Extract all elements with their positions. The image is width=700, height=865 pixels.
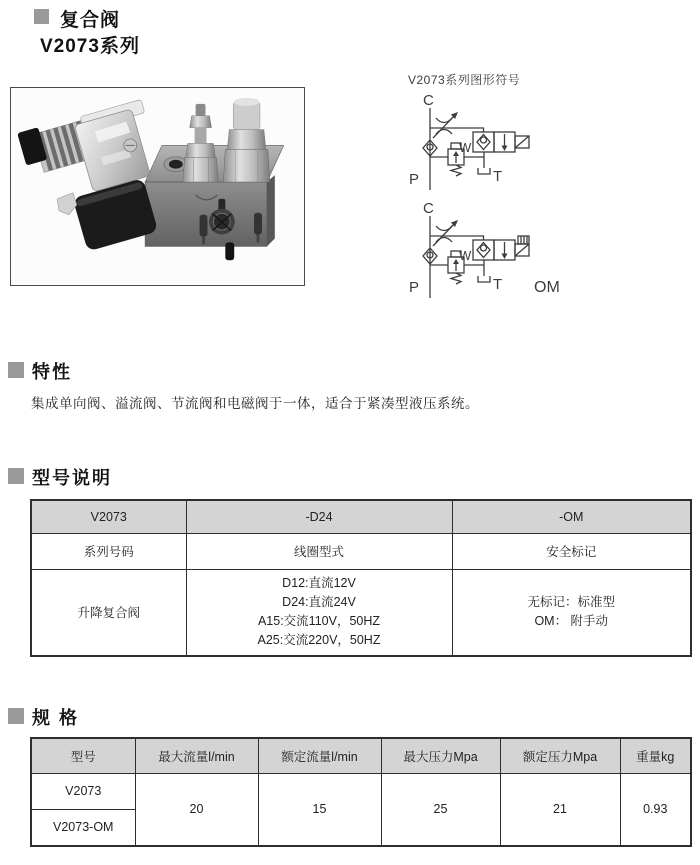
model-designation-table [30, 499, 692, 657]
diagram2-port-t-label: T [493, 276, 503, 293]
hydraulic-diagram-om [406, 198, 576, 310]
manual-override-symbol [518, 236, 529, 244]
diagram2-om-label: OM [534, 279, 560, 296]
diagram1-port-t-label: T [493, 168, 503, 185]
product-photo-illustration [11, 88, 304, 285]
safety-option: 无标记：标准型 [527, 595, 615, 610]
rated-flow-value: 15 [258, 773, 381, 846]
front-pin-left [200, 215, 208, 237]
table-row [31, 773, 691, 809]
section-marker [8, 708, 24, 724]
table-row [31, 533, 691, 569]
table-row [31, 500, 691, 533]
col-rated-pressure: 额定压力Mpa [500, 738, 620, 773]
table-row [31, 569, 691, 656]
col-max-flow: 最大流量l/min [135, 738, 258, 773]
diagram1-port-w-label: W [459, 140, 472, 155]
features-body: 集成单向阀、溢流阀、节流阀和电磁阀于一体，适合于紧凑型液压系统。 [31, 396, 479, 411]
safety-option: OM： 附手动 [534, 614, 609, 629]
coil-option: A15:交流110V，50HZ [257, 614, 381, 629]
diagram-caption: V2073系列图形符号 [408, 73, 521, 87]
section-marker [34, 9, 49, 24]
diagram1-port-p-label: P [409, 171, 420, 188]
model-cell: V2073 [31, 773, 135, 809]
table-row [31, 738, 691, 773]
coil-code-cell: -D24 [186, 500, 452, 533]
page-subtitle: V2073系列 [40, 36, 140, 57]
model-code-cell: V2073 [31, 500, 186, 533]
coil-option: D24:直流24V [282, 595, 356, 610]
diagram2-port-p-label: P [409, 279, 420, 296]
coil-options-cell [186, 569, 452, 656]
coil-option: A25:交流220V，50HZ [257, 633, 381, 648]
features-heading: 特性 [32, 362, 72, 382]
col-rated-flow: 额定流量l/min [258, 738, 381, 773]
rated-pressure-value: 21 [500, 773, 620, 846]
specifications-heading: 规 格 [32, 708, 80, 728]
model-cell: V2073-OM [31, 809, 135, 846]
weight-value: 0.93 [620, 773, 691, 846]
col-model: 型号 [31, 738, 135, 773]
diagram2-port-c-label: C [423, 200, 434, 217]
coil-option: D12:直流12V [282, 576, 356, 591]
col-weight: 重量kg [620, 738, 691, 773]
max-pressure-value: 25 [381, 773, 500, 846]
section-marker [8, 468, 24, 484]
specifications-table [30, 737, 692, 847]
model-designation-heading: 型号说明 [32, 468, 112, 488]
product-photo [10, 87, 305, 286]
max-flow-value: 20 [135, 773, 258, 846]
series-label-cell: 系列号码 [31, 533, 186, 569]
coil-label-cell: 线圈型式 [186, 533, 452, 569]
page-title: 复合阀 [60, 10, 121, 31]
product-name-cell: 升降复合阀 [31, 569, 186, 656]
bottom-pin [225, 242, 234, 260]
diagram1-port-c-label: C [423, 92, 434, 109]
diagram2-port-w-label: W [459, 248, 472, 263]
safety-options-cell [452, 569, 691, 656]
front-pin-right [254, 213, 262, 235]
col-max-pressure: 最大压力Mpa [381, 738, 500, 773]
safety-code-cell: -OM [452, 500, 691, 533]
section-marker [8, 362, 24, 378]
hydraulic-diagram-standard [406, 90, 566, 202]
safety-label-cell: 安全标记 [452, 533, 691, 569]
